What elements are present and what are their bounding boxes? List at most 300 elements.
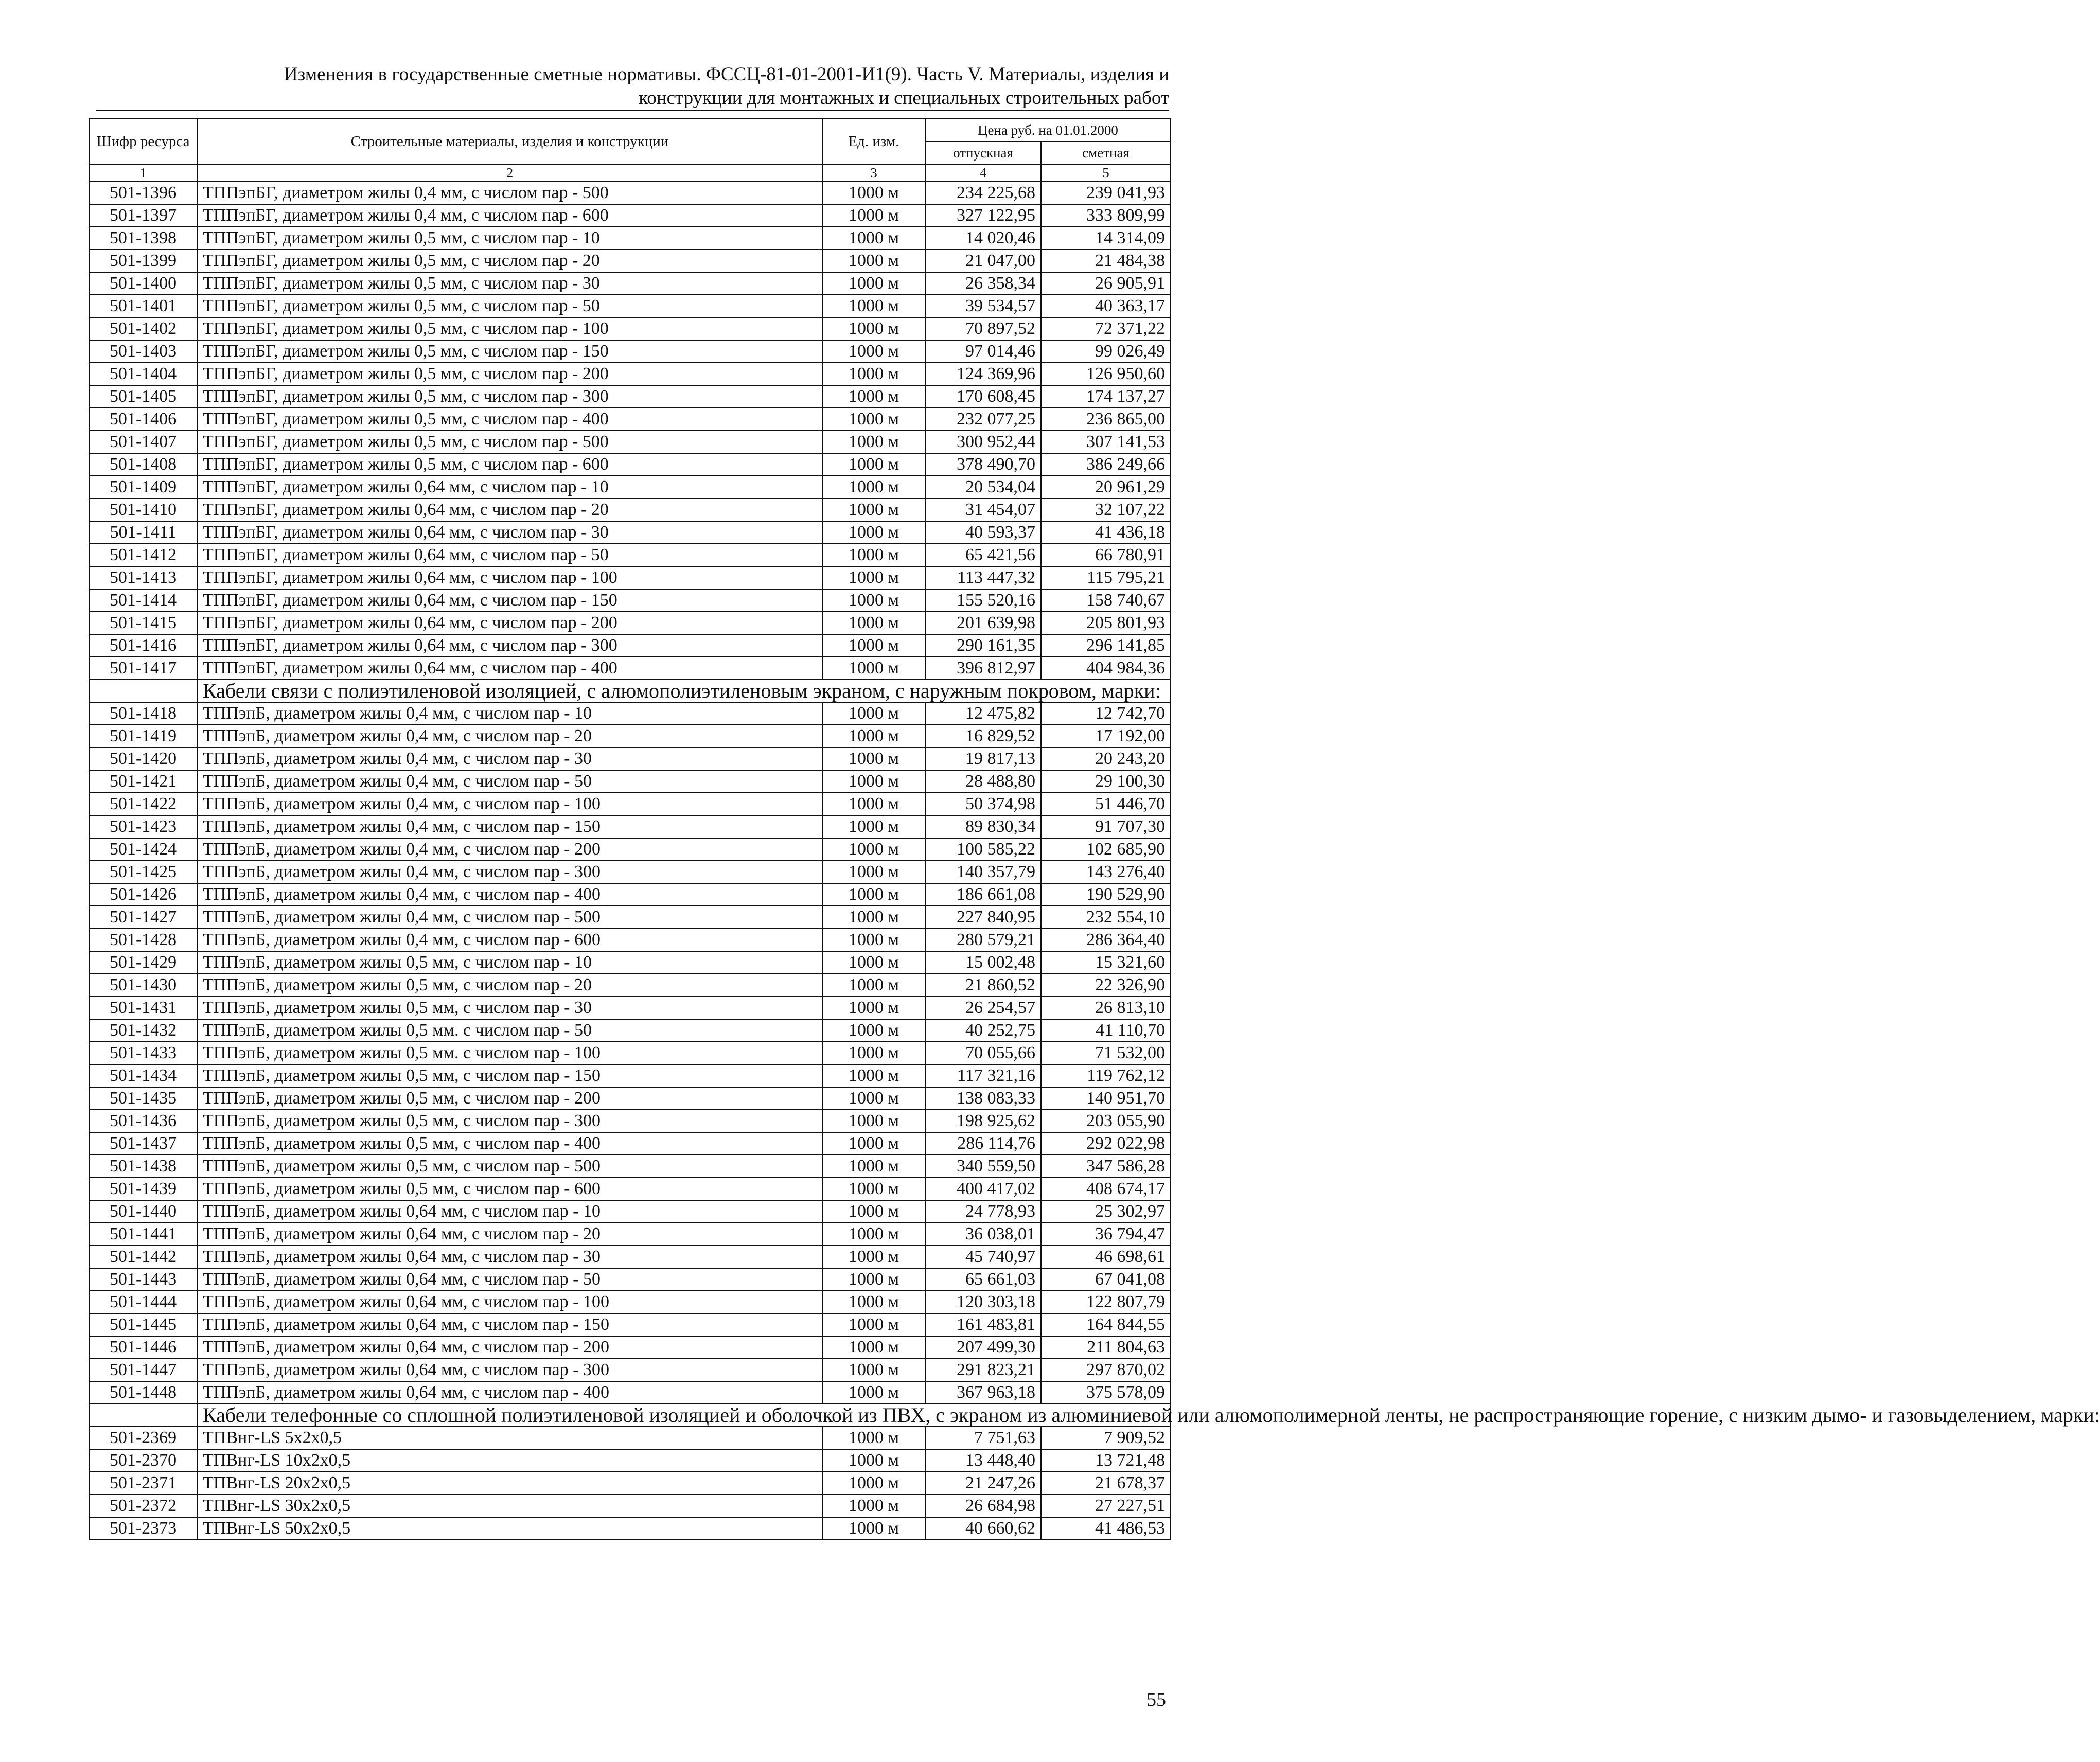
unit-cell: 1000 м <box>822 1245 925 1268</box>
unit-cell: 1000 м <box>822 1087 925 1110</box>
resource-name: ТППэпБ, диаметром жилы 0,5 мм. с числом пар - 50 <box>197 1019 822 1042</box>
resource-name: ТППэпБГ, диаметром жилы 0,64 мм, с числом пар - 100 <box>197 566 822 589</box>
resource-name: ТПВнг-LS 10x2x0,5 <box>197 1449 822 1472</box>
header-rule <box>96 110 1169 111</box>
estimate-price: 41 486,53 <box>1041 1517 1171 1540</box>
estimate-price: 99 026,49 <box>1041 340 1171 363</box>
unit-cell: 1000 м <box>822 340 925 363</box>
resource-name: ТППэпБГ, диаметром жилы 0,64 мм, с числом пар - 200 <box>197 612 822 634</box>
unit-cell: 1000 м <box>822 566 925 589</box>
section-2-code-cell <box>89 680 197 702</box>
resource-code: 501-1439 <box>89 1178 197 1200</box>
resource-name: ТППэпБГ, диаметром жилы 0,4 мм, с числом пар - 500 <box>197 182 822 204</box>
table-row <box>89 996 1171 1019</box>
estimate-price: 205 801,93 <box>1041 612 1171 634</box>
resource-code: 501-1440 <box>89 1200 197 1223</box>
resource-code: 501-1443 <box>89 1268 197 1291</box>
release-price: 21 247,26 <box>925 1472 1041 1494</box>
table-row <box>89 793 1171 815</box>
estimate-price: 347 586,28 <box>1041 1155 1171 1178</box>
estimate-price: 22 326,90 <box>1041 974 1171 996</box>
resource-name: ТППэпБГ, диаметром жилы 0,64 мм, с числом пар - 300 <box>197 634 822 657</box>
estimate-price: 41 436,18 <box>1041 521 1171 544</box>
table-row <box>89 1087 1171 1110</box>
release-price: 21 047,00 <box>925 250 1041 272</box>
table-row <box>89 657 1171 680</box>
resource-name: ТППэпБ, диаметром жилы 0,5 мм, с числом пар - 20 <box>197 974 822 996</box>
column-numbers-row <box>89 164 1171 182</box>
unit-cell: 1000 м <box>822 1178 925 1200</box>
release-price: 186 661,08 <box>925 883 1041 906</box>
release-price: 45 740,97 <box>925 1245 1041 1268</box>
unit-cell: 1000 м <box>822 499 925 521</box>
estimate-price: 143 276,40 <box>1041 861 1171 883</box>
release-price: 40 252,75 <box>925 1019 1041 1042</box>
resource-code: 501-1407 <box>89 431 197 453</box>
resource-code: 501-1423 <box>89 815 197 838</box>
resource-code: 501-2370 <box>89 1449 197 1472</box>
unit-cell: 1000 м <box>822 1132 925 1155</box>
unit-cell: 1000 м <box>822 317 925 340</box>
release-price: 14 020,46 <box>925 227 1041 250</box>
resource-name: ТППэпБГ, диаметром жилы 0,5 мм, с числом пар - 10 <box>197 227 822 250</box>
estimate-price: 71 532,00 <box>1041 1042 1171 1064</box>
unit-cell: 1000 м <box>822 1427 925 1449</box>
unit-cell: 1000 м <box>822 544 925 566</box>
table-row <box>89 747 1171 770</box>
unit-cell: 1000 м <box>822 883 925 906</box>
release-price: 24 778,93 <box>925 1200 1041 1223</box>
resource-code: 501-1426 <box>89 883 197 906</box>
unit-cell: 1000 м <box>822 1110 925 1132</box>
resource-name: ТППэпБГ, диаметром жилы 0,5 мм, с числом пар - 200 <box>197 363 822 385</box>
header-line-2: конструкции для монтажных и специальных строительных работ <box>639 87 1169 109</box>
unit-cell: 1000 м <box>822 612 925 634</box>
unit-cell: 1000 м <box>822 589 925 612</box>
table-row <box>89 1132 1171 1155</box>
table-row <box>89 204 1171 227</box>
section-3 <box>89 1403 2100 1427</box>
resource-code: 501-1430 <box>89 974 197 996</box>
resource-code: 501-1442 <box>89 1245 197 1268</box>
resource-code: 501-1436 <box>89 1110 197 1132</box>
resource-code: 501-1409 <box>89 476 197 499</box>
col-header-release: отпускная <box>925 141 1041 164</box>
table-row <box>89 906 1171 929</box>
estimate-price: 232 554,10 <box>1041 906 1171 929</box>
release-price: 367 963,18 <box>925 1381 1041 1404</box>
unit-cell: 1000 м <box>822 770 925 793</box>
release-price: 15 002,48 <box>925 951 1041 974</box>
resource-name: ТППэпБ, диаметром жилы 0,64 мм, с числом пар - 30 <box>197 1245 822 1268</box>
resource-code: 501-1431 <box>89 996 197 1019</box>
resource-code: 501-1404 <box>89 363 197 385</box>
estimate-price: 25 302,97 <box>1041 1200 1171 1223</box>
release-price: 201 639,98 <box>925 612 1041 634</box>
unit-cell: 1000 м <box>822 793 925 815</box>
release-price: 227 840,95 <box>925 906 1041 929</box>
resource-code: 501-1448 <box>89 1381 197 1404</box>
unit-cell: 1000 м <box>822 227 925 250</box>
table-row <box>89 1427 1171 1449</box>
unit-cell: 1000 м <box>822 363 925 385</box>
table-row <box>89 317 1171 340</box>
resource-code: 501-1441 <box>89 1223 197 1245</box>
table-row <box>89 227 1171 250</box>
resource-code: 501-2371 <box>89 1472 197 1494</box>
resource-name: ТППэпБ, диаметром жилы 0,5 мм, с числом пар - 10 <box>197 951 822 974</box>
release-price: 28 488,80 <box>925 770 1041 793</box>
estimate-price: 46 698,61 <box>1041 1245 1171 1268</box>
resource-name: ТППэпБГ, диаметром жилы 0,5 мм, с числом пар - 300 <box>197 385 822 408</box>
resource-name: ТППэпБ, диаметром жилы 0,5 мм, с числом пар - 500 <box>197 1155 822 1178</box>
resource-name: ТППэпБГ, диаметром жилы 0,64 мм, с числом пар - 30 <box>197 521 822 544</box>
release-price: 7 751,63 <box>925 1427 1041 1449</box>
release-price: 100 585,22 <box>925 838 1041 861</box>
resource-code: 501-1427 <box>89 906 197 929</box>
release-price: 378 490,70 <box>925 453 1041 476</box>
table-row <box>89 974 1171 996</box>
release-price: 39 534,57 <box>925 295 1041 317</box>
resource-name: ТППэпБГ, диаметром жилы 0,5 мм, с числом пар - 500 <box>197 431 822 453</box>
release-price: 170 608,45 <box>925 385 1041 408</box>
estimate-price: 211 804,63 <box>1041 1336 1171 1359</box>
resource-code: 501-1413 <box>89 566 197 589</box>
release-price: 13 448,40 <box>925 1449 1041 1472</box>
unit-cell: 1000 м <box>822 996 925 1019</box>
unit-cell: 1000 м <box>822 974 925 996</box>
resource-name: ТППэпБГ, диаметром жилы 0,64 мм, с числом пар - 150 <box>197 589 822 612</box>
unit-cell: 1000 м <box>822 725 925 747</box>
resource-name: ТППэпБ, диаметром жилы 0,4 мм, с числом пар - 600 <box>197 929 822 951</box>
table-row <box>89 725 1171 747</box>
release-price: 396 812,97 <box>925 657 1041 680</box>
release-price: 291 823,21 <box>925 1359 1041 1381</box>
table-row <box>89 883 1171 906</box>
table-row <box>89 1494 1171 1517</box>
unit-cell: 1000 м <box>822 838 925 861</box>
table-row <box>89 1223 1171 1245</box>
resource-name: ТППэпБ, диаметром жилы 0,64 мм, с числом пар - 20 <box>197 1223 822 1245</box>
unit-cell: 1000 м <box>822 1449 925 1472</box>
release-price: 327 122,95 <box>925 204 1041 227</box>
table-row <box>89 499 1171 521</box>
resource-name: ТППэпБГ, диаметром жилы 0,5 мм, с числом пар - 600 <box>197 453 822 476</box>
table-row <box>89 363 1171 385</box>
resource-code: 501-1396 <box>89 182 197 204</box>
unit-cell: 1000 м <box>822 521 925 544</box>
estimate-price: 41 110,70 <box>1041 1019 1171 1042</box>
estimate-price: 386 249,66 <box>1041 453 1171 476</box>
table-row <box>89 1472 1171 1494</box>
table-row <box>89 815 1171 838</box>
estimate-price: 190 529,90 <box>1041 883 1171 906</box>
resource-code: 501-1447 <box>89 1359 197 1381</box>
release-price: 70 897,52 <box>925 317 1041 340</box>
unit-cell: 1000 м <box>822 1359 925 1381</box>
unit-cell: 1000 м <box>822 1336 925 1359</box>
resource-code: 501-1398 <box>89 227 197 250</box>
resource-code: 501-1412 <box>89 544 197 566</box>
release-price: 36 038,01 <box>925 1223 1041 1245</box>
table-row <box>89 476 1171 499</box>
release-price: 280 579,21 <box>925 929 1041 951</box>
resource-code: 501-1445 <box>89 1313 197 1336</box>
estimate-price: 307 141,53 <box>1041 431 1171 453</box>
resource-name: ТППэпБ, диаметром жилы 0,64 мм, с числом пар - 100 <box>197 1291 822 1313</box>
table-row <box>89 1517 1171 1540</box>
release-price: 120 303,18 <box>925 1291 1041 1313</box>
resource-name: ТППэпБ, диаметром жилы 0,4 мм, с числом пар - 50 <box>197 770 822 793</box>
estimate-price: 404 984,36 <box>1041 657 1171 680</box>
table-row <box>89 951 1171 974</box>
table-row <box>89 1381 1171 1404</box>
release-price: 161 483,81 <box>925 1313 1041 1336</box>
resource-name: ТППэпБГ, диаметром жилы 0,5 мм, с числом пар - 50 <box>197 295 822 317</box>
table-row <box>89 634 1171 657</box>
resource-code: 501-1432 <box>89 1019 197 1042</box>
page-number: 55 <box>1146 1689 1166 1711</box>
estimate-price: 12 742,70 <box>1041 702 1171 725</box>
col-header-code: Шифр ресурса <box>89 119 197 164</box>
resource-code: 501-1437 <box>89 1132 197 1155</box>
unit-cell: 1000 м <box>822 476 925 499</box>
unit-cell: 1000 м <box>822 272 925 295</box>
unit-cell: 1000 м <box>822 702 925 725</box>
resource-code: 501-1418 <box>89 702 197 725</box>
estimate-price: 239 041,93 <box>1041 182 1171 204</box>
unit-cell: 1000 м <box>822 1268 925 1291</box>
resource-name: ТППэпБГ, диаметром жилы 0,5 мм, с числом пар - 150 <box>197 340 822 363</box>
release-price: 232 077,25 <box>925 408 1041 431</box>
resource-code: 501-1425 <box>89 861 197 883</box>
table-row <box>89 838 1171 861</box>
estimate-price: 14 314,09 <box>1041 227 1171 250</box>
table-row <box>89 1200 1171 1223</box>
table-row <box>89 770 1171 793</box>
estimate-price: 126 950,60 <box>1041 363 1171 385</box>
col-header-unit: Ед. изм. <box>822 119 925 164</box>
table-row <box>89 861 1171 883</box>
unit-cell: 1000 м <box>822 634 925 657</box>
estimate-price: 29 100,30 <box>1041 770 1171 793</box>
resource-name: ТППэпБ, диаметром жилы 0,64 мм, с числом пар - 400 <box>197 1381 822 1404</box>
section-2-title: Кабели связи с полиэтиленовой изоляцией, с алюмополиэтиленовым экраном, с наружным покровом, марки: <box>197 680 1171 702</box>
col-header-price: Цена руб. на 01.01.2000 <box>925 119 1171 141</box>
unit-cell: 1000 м <box>822 1517 925 1540</box>
table-row <box>89 1449 1171 1472</box>
release-price: 12 475,82 <box>925 702 1041 725</box>
resource-name: ТПВнг-LS 5x2x0,5 <box>197 1427 822 1449</box>
col-number: 2 <box>197 164 822 182</box>
col-number: 1 <box>89 164 197 182</box>
resource-code: 501-1406 <box>89 408 197 431</box>
resource-name: ТППэпБ, диаметром жилы 0,64 мм, с числом пар - 150 <box>197 1313 822 1336</box>
release-price: 70 055,66 <box>925 1042 1041 1064</box>
table-row <box>89 929 1171 951</box>
estimate-price: 17 192,00 <box>1041 725 1171 747</box>
estimate-price: 119 762,12 <box>1041 1064 1171 1087</box>
estimate-price: 140 951,70 <box>1041 1087 1171 1110</box>
resource-code: 501-1422 <box>89 793 197 815</box>
col-header-estimate: сметная <box>1041 141 1171 164</box>
release-price: 26 358,34 <box>925 272 1041 295</box>
estimate-price: 408 674,17 <box>1041 1178 1171 1200</box>
header-line-1: Изменения в государственные сметные нормативы. ФССЦ-81-01-2001-И1(9). Часть V. Материалы, изделия и <box>284 64 1169 85</box>
resource-name: ТПВнг-LS 20x2x0,5 <box>197 1472 822 1494</box>
table-row <box>89 1245 1171 1268</box>
table-row <box>89 521 1171 544</box>
resource-code: 501-1435 <box>89 1087 197 1110</box>
resource-code: 501-2369 <box>89 1427 197 1449</box>
release-price: 40 660,62 <box>925 1517 1041 1540</box>
resource-name: ТППэпБ, диаметром жилы 0,4 мм, с числом пар - 300 <box>197 861 822 883</box>
resource-name: ТППэпБ, диаметром жилы 0,4 мм, с числом пар - 500 <box>197 906 822 929</box>
unit-cell: 1000 м <box>822 906 925 929</box>
resource-name: ТППэпБ, диаметром жилы 0,4 мм, с числом пар - 100 <box>197 793 822 815</box>
resource-name: ТППэпБ, диаметром жилы 0,5 мм, с числом пар - 300 <box>197 1110 822 1132</box>
resource-name: ТППэпБГ, диаметром жилы 0,4 мм, с числом пар - 600 <box>197 204 822 227</box>
release-price: 113 447,32 <box>925 566 1041 589</box>
release-price: 19 817,13 <box>925 747 1041 770</box>
unit-cell: 1000 м <box>822 1472 925 1494</box>
release-price: 40 593,37 <box>925 521 1041 544</box>
col-number: 5 <box>1041 164 1171 182</box>
release-price: 26 254,57 <box>925 996 1041 1019</box>
resource-name: ТППэпБ, диаметром жилы 0,64 мм, с числом пар - 10 <box>197 1200 822 1223</box>
section-2 <box>89 680 1171 702</box>
resource-name: ТППэпБ, диаметром жилы 0,5 мм, с числом пар - 150 <box>197 1064 822 1087</box>
col-number: 4 <box>925 164 1041 182</box>
table-row <box>89 1019 1171 1042</box>
estimate-price: 72 371,22 <box>1041 317 1171 340</box>
table-row <box>89 566 1171 589</box>
release-price: 340 559,50 <box>925 1155 1041 1178</box>
resource-name: ТППэпБГ, диаметром жилы 0,64 мм, с числом пар - 50 <box>197 544 822 566</box>
estimate-price: 27 227,51 <box>1041 1494 1171 1517</box>
table-row <box>89 612 1171 634</box>
price-table <box>89 118 2100 1540</box>
table-row <box>89 1268 1171 1291</box>
resource-name: ТППэпБГ, диаметром жилы 0,5 мм, с числом пар - 400 <box>197 408 822 431</box>
release-price: 65 661,03 <box>925 1268 1041 1291</box>
resource-code: 501-1410 <box>89 499 197 521</box>
resource-code: 501-1444 <box>89 1291 197 1313</box>
section-3-code-cell <box>89 1404 197 1427</box>
estimate-price: 203 055,90 <box>1041 1110 1171 1132</box>
resource-name: ТПВнг-LS 30x2x0,5 <box>197 1494 822 1517</box>
estimate-price: 286 364,40 <box>1041 929 1171 951</box>
estimate-price: 158 740,67 <box>1041 589 1171 612</box>
estimate-price: 91 707,30 <box>1041 815 1171 838</box>
resource-code: 501-1408 <box>89 453 197 476</box>
table-row <box>89 1359 1171 1381</box>
release-price: 140 357,79 <box>925 861 1041 883</box>
unit-cell: 1000 м <box>822 929 925 951</box>
resource-name: ТППэпБ, диаметром жилы 0,4 мм, с числом пар - 30 <box>197 747 822 770</box>
resource-code: 501-1414 <box>89 589 197 612</box>
estimate-price: 26 813,10 <box>1041 996 1171 1019</box>
unit-cell: 1000 м <box>822 408 925 431</box>
estimate-price: 15 321,60 <box>1041 951 1171 974</box>
unit-cell: 1000 м <box>822 815 925 838</box>
resource-name: ТППэпБ, диаметром жилы 0,5 мм, с числом пар - 200 <box>197 1087 822 1110</box>
unit-cell: 1000 м <box>822 747 925 770</box>
estimate-price: 26 905,91 <box>1041 272 1171 295</box>
release-price: 207 499,30 <box>925 1336 1041 1359</box>
resource-code: 501-1416 <box>89 634 197 657</box>
unit-cell: 1000 м <box>822 385 925 408</box>
unit-cell: 1000 м <box>822 861 925 883</box>
group-1-rows <box>89 182 1171 680</box>
release-price: 26 684,98 <box>925 1494 1041 1517</box>
unit-cell: 1000 м <box>822 657 925 680</box>
table-row <box>89 1178 1171 1200</box>
resource-name: ТППэпБГ, диаметром жилы 0,64 мм, с числом пар - 20 <box>197 499 822 521</box>
release-price: 20 534,04 <box>925 476 1041 499</box>
resource-code: 501-1421 <box>89 770 197 793</box>
table-row <box>89 295 1171 317</box>
estimate-price: 36 794,47 <box>1041 1223 1171 1245</box>
resource-name: ТППэпБ, диаметром жилы 0,64 мм, с числом пар - 200 <box>197 1336 822 1359</box>
estimate-price: 115 795,21 <box>1041 566 1171 589</box>
estimate-price: 292 022,98 <box>1041 1132 1171 1155</box>
page-header <box>93 63 1169 110</box>
resource-code: 501-1400 <box>89 272 197 295</box>
unit-cell: 1000 м <box>822 1494 925 1517</box>
unit-cell: 1000 м <box>822 1064 925 1087</box>
release-price: 198 925,62 <box>925 1110 1041 1132</box>
table-row <box>89 589 1171 612</box>
resource-name: ТППэпБ, диаметром жилы 0,4 мм, с числом пар - 10 <box>197 702 822 725</box>
release-price: 286 114,76 <box>925 1132 1041 1155</box>
table-row <box>89 544 1171 566</box>
estimate-price: 333 809,99 <box>1041 204 1171 227</box>
table-row <box>89 1291 1171 1313</box>
release-price: 89 830,34 <box>925 815 1041 838</box>
col-header-name: Строительные материалы, изделия и конструкции <box>197 119 822 164</box>
resource-code: 501-1424 <box>89 838 197 861</box>
estimate-price: 375 578,09 <box>1041 1381 1171 1404</box>
release-price: 21 860,52 <box>925 974 1041 996</box>
unit-cell: 1000 м <box>822 204 925 227</box>
resource-name: ТППэпБ, диаметром жилы 0,5 мм, с числом пар - 600 <box>197 1178 822 1200</box>
table-row <box>89 272 1171 295</box>
estimate-price: 174 137,27 <box>1041 385 1171 408</box>
unit-cell: 1000 м <box>822 295 925 317</box>
resource-code: 501-2373 <box>89 1517 197 1540</box>
table-row <box>89 702 1171 725</box>
estimate-price: 20 243,20 <box>1041 747 1171 770</box>
unit-cell: 1000 м <box>822 1313 925 1336</box>
table-row <box>89 1336 1171 1359</box>
estimate-price: 21 678,37 <box>1041 1472 1171 1494</box>
release-price: 234 225,68 <box>925 182 1041 204</box>
release-price: 124 369,96 <box>925 363 1041 385</box>
unit-cell: 1000 м <box>822 1200 925 1223</box>
resource-code: 501-1433 <box>89 1042 197 1064</box>
estimate-price: 20 961,29 <box>1041 476 1171 499</box>
release-price: 65 421,56 <box>925 544 1041 566</box>
estimate-price: 51 446,70 <box>1041 793 1171 815</box>
resource-name: ТППэпБ, диаметром жилы 0,64 мм, с числом пар - 300 <box>197 1359 822 1381</box>
release-price: 16 829,52 <box>925 725 1041 747</box>
estimate-price: 297 870,02 <box>1041 1359 1171 1381</box>
resource-name: ТППэпБГ, диаметром жилы 0,5 мм, с числом пар - 30 <box>197 272 822 295</box>
section-3-title: Кабели телефонные со сплошной полиэтиленовой изоляцией и оболочкой из ПВХ, с экраном из алюминиевой или алюмополимерной ленты, не распространяющие горение, с низким дымо- и газовыделением, марки: <box>197 1404 1171 1427</box>
table-row <box>89 1155 1171 1178</box>
estimate-price: 67 041,08 <box>1041 1268 1171 1291</box>
